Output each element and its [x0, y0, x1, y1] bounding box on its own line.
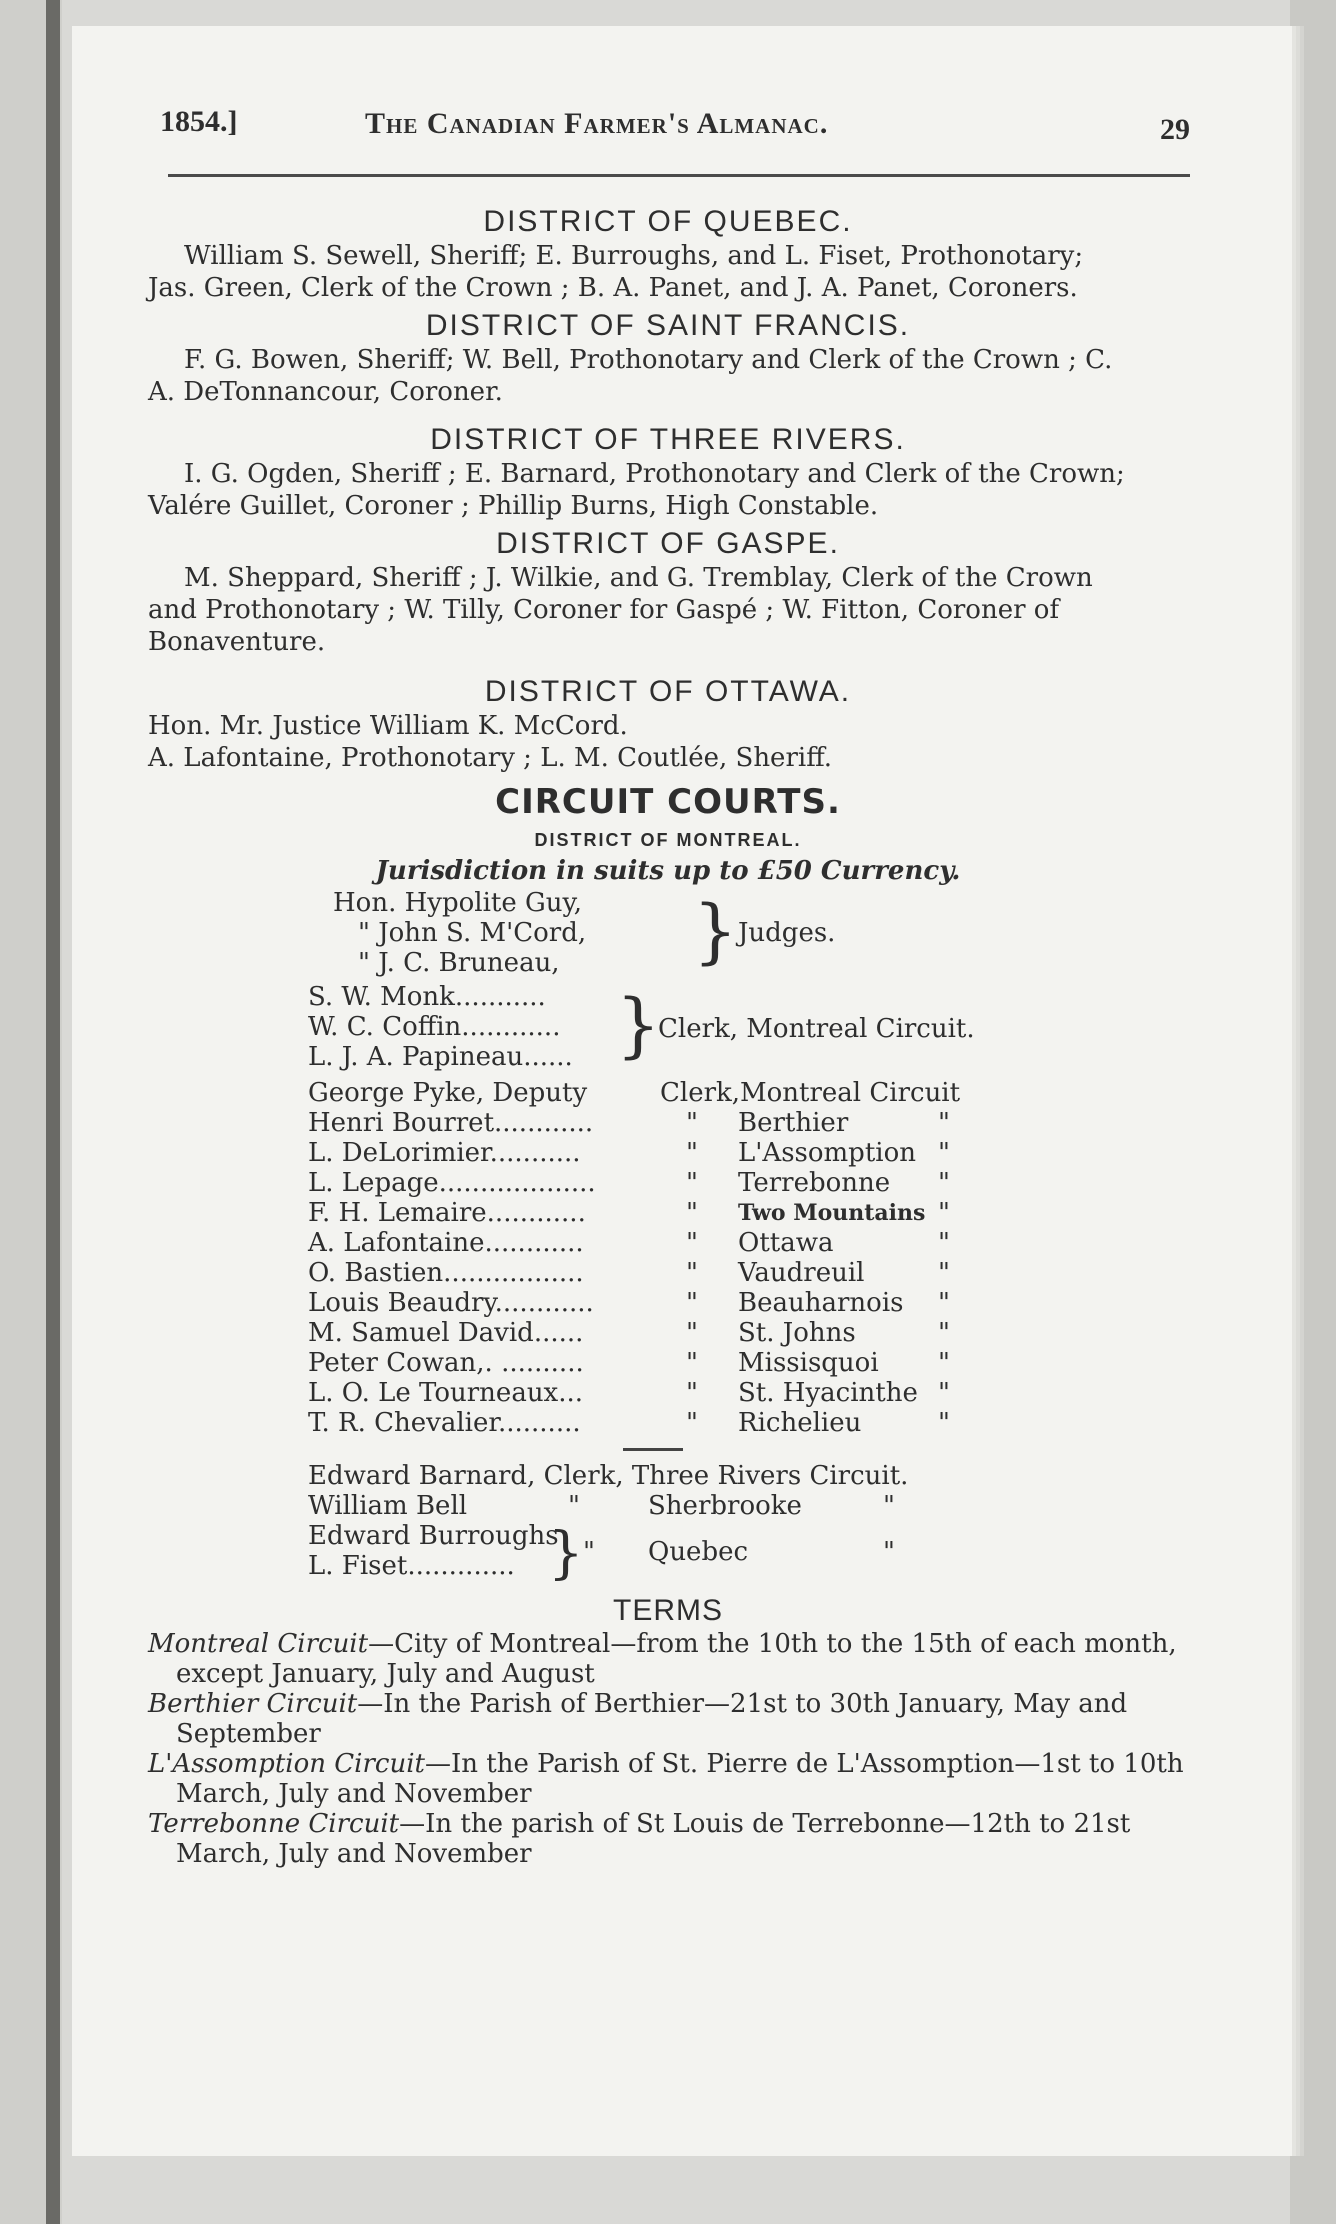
term-text: —In the Parish of Berthier—21st to 30th January, May and September: [176, 1689, 1128, 1749]
judge-name: " John S. M'Cord,: [358, 918, 587, 948]
ditto-mark: ": [686, 1198, 698, 1228]
ditto-mark: ": [938, 1108, 950, 1138]
ditto-mark: ": [686, 1288, 698, 1318]
ditto-mark: ": [938, 1288, 950, 1318]
circuit-place: Quebec: [648, 1537, 749, 1567]
ditto-mark: ": [883, 1537, 895, 1567]
ditto-mark: ": [686, 1348, 698, 1378]
district-saint-francis-line: A. DeTonnancour, Coroner.: [148, 377, 503, 407]
circuit-place: Sherbrooke: [648, 1491, 802, 1521]
ditto-mark: ": [686, 1378, 698, 1408]
jurisdiction-line: Jurisdiction in suits up to £50 Currency.: [375, 856, 961, 886]
clerk-name: O. Bastien.................: [308, 1258, 584, 1288]
deputy-name: George Pyke, Deputy: [308, 1078, 588, 1108]
table-row: [148, 1408, 1188, 1438]
scan-binding-shadow: [46, 0, 60, 2224]
clerk-name: S. W. Monk...........: [308, 982, 546, 1012]
terms-title: TERMS: [613, 1594, 723, 1627]
clerk-name: L. DeLorimier...........: [308, 1138, 581, 1168]
ditto-mark: ": [686, 1108, 698, 1138]
judges-label: Judges.: [738, 918, 836, 948]
ditto-mark: ": [583, 1537, 595, 1567]
district-ottawa-line: Hon. Mr. Justice William K. McCord.: [148, 711, 628, 741]
header-title: The Canadian Farmer's Almanac.: [365, 107, 829, 140]
clerk-name: W. C. Coffin............: [308, 1012, 561, 1042]
ditto-mark: ": [686, 1318, 698, 1348]
table-row: [148, 1228, 1188, 1258]
circuit-place: St. Johns: [738, 1318, 856, 1348]
clerks-brace: }: [616, 984, 661, 1066]
term-text: —City of Montreal—from the 10th to the 15th of each month, except January, July and August: [176, 1629, 1177, 1689]
district-gaspe-line: and Prothonotary ; W. Tilly, Coroner for Gaspé ; W. Fitton, Coroner of: [148, 595, 1060, 625]
table-row: [148, 1258, 1188, 1288]
three-rivers-clerk-line: Edward Barnard, Clerk, Three Rivers Circuit.: [308, 1461, 909, 1491]
circuit-district-subtitle: DISTRICT OF MONTREAL.: [534, 830, 802, 850]
ditto-mark: ": [938, 1408, 950, 1438]
table-row: [148, 1198, 1188, 1228]
judge-name: Hon. Hypolite Guy,: [333, 888, 583, 918]
page-number: 29: [1160, 113, 1190, 146]
section-divider: [623, 1448, 683, 1451]
table-row: [148, 1288, 1188, 1318]
term-entry: [148, 1629, 1188, 1689]
circuit-place: Two Mountains: [738, 1200, 926, 1226]
clerk-name: L. Lepage...................: [308, 1168, 596, 1198]
table-row: [148, 1168, 1188, 1198]
circuit-place: Berthier: [738, 1108, 849, 1138]
district-saint-francis-title: DISTRICT OF SAINT FRANCIS.: [425, 309, 911, 342]
ditto-mark: ": [938, 1138, 950, 1168]
clerk-name: A. Lafontaine............: [308, 1228, 584, 1258]
ditto-mark: ": [938, 1378, 950, 1408]
table-row: [148, 1378, 1188, 1408]
table-row: [148, 1108, 1188, 1138]
clerks-label: Clerk, Montreal Circuit.: [658, 1014, 975, 1044]
quebec-clerks-brace: }: [548, 1521, 584, 1586]
clerk-name: T. R. Chevalier..........: [308, 1408, 581, 1438]
circuit-place: Richelieu: [738, 1408, 862, 1438]
clerk-name: M. Samuel David......: [308, 1318, 584, 1348]
district-quebec-line: Jas. Green, Clerk of the Crown ; B. A. Panet, and J. A. Panet, Coroners.: [148, 273, 1078, 303]
ditto-mark: ": [938, 1348, 950, 1378]
term-text: —In the parish of St Louis de Terrebonne—12th to 21st March, July and November: [176, 1809, 1131, 1869]
ditto-mark: ": [938, 1228, 950, 1258]
term-text: —In the Parish of St. Pierre de L'Assomption—1st to 10th March, July and November: [176, 1749, 1184, 1809]
term-circuit-name: Berthier Circuit: [148, 1689, 358, 1719]
judges-block: [148, 888, 1188, 978]
circuit-place: Missisquoi: [738, 1348, 879, 1378]
term-circuit-name: Montreal Circuit: [148, 1629, 369, 1659]
ditto-mark: ": [883, 1491, 895, 1521]
district-ottawa-line: A. Lafontaine, Prothonotary ; L. M. Coutlée, Sheriff.: [148, 743, 832, 773]
clerk-name: F. H. Lemaire............: [308, 1198, 586, 1228]
circuit-place: Ottawa: [738, 1228, 834, 1258]
table-row: [148, 1348, 1188, 1378]
circuit-place: Beauharnois: [738, 1288, 904, 1318]
ditto-mark: ": [686, 1168, 698, 1198]
circuit-place: L'Assomption: [738, 1138, 916, 1168]
ditto-mark: ": [938, 1198, 950, 1228]
ditto-mark: ": [938, 1258, 950, 1288]
header-rule: [168, 174, 1190, 177]
district-three-rivers-title: DISTRICT OF THREE RIVERS.: [430, 423, 906, 456]
district-three-rivers-line: I. G. Ogden, Sheriff ; E. Barnard, Prothonotary and Clerk of the Crown;: [184, 459, 1125, 489]
term-entry: [148, 1689, 1188, 1749]
district-gaspe-title: DISTRICT OF GASPE.: [496, 527, 840, 560]
clerk-name: L. Fiset.............: [308, 1551, 515, 1581]
clerks-block: [148, 982, 1188, 1072]
other-circuits-table: [148, 1461, 1188, 1586]
judge-name: " J. C. Bruneau,: [358, 948, 560, 978]
terms-list: [148, 1629, 1188, 1869]
circuit-place: St. Hyacinthe: [738, 1378, 918, 1408]
page-content: [148, 200, 1188, 1869]
table-row: [148, 1318, 1188, 1348]
district-gaspe-line: M. Sheppard, Sheriff ; J. Wilkie, and G. Tremblay, Clerk of the Crown: [184, 563, 1093, 593]
scan-right-margin: [1290, 0, 1336, 2224]
ditto-mark: ": [686, 1258, 698, 1288]
running-header: [160, 105, 1190, 165]
clerk-name: L. J. A. Papineau......: [308, 1042, 573, 1072]
clerk-name: Louis Beaudry............: [308, 1288, 594, 1318]
judges-brace: }: [693, 890, 738, 972]
ditto-mark: ": [938, 1168, 950, 1198]
clerk-name: Peter Cowan,. ..........: [308, 1348, 584, 1378]
clerk-name: L. O. Le Tourneaux...: [308, 1378, 584, 1408]
term-circuit-name: L'Assomption Circuit: [148, 1749, 425, 1779]
header-year: 1854.]: [160, 105, 238, 138]
district-saint-francis-line: F. G. Bowen, Sheriff; W. Bell, Prothonotary and Clerk of the Crown ; C.: [184, 345, 1113, 375]
district-ottawa-title: DISTRICT OF OTTAWA.: [484, 675, 852, 708]
term-entry: [148, 1809, 1188, 1869]
term-entry: [148, 1749, 1188, 1809]
ditto-mark: ": [686, 1408, 698, 1438]
deputy-place: Montreal Circuit: [740, 1078, 961, 1108]
district-quebec-line: William S. Sewell, Sheriff; E. Burroughs, and L. Fiset, Prothonotary;: [184, 241, 1084, 271]
circuit-place: Terrebonne: [738, 1168, 891, 1198]
district-three-rivers-line: Valére Guillet, Coroner ; Phillip Burns, High Constable.: [148, 491, 879, 521]
ditto-mark: ": [686, 1138, 698, 1168]
table-row: [148, 1138, 1188, 1168]
clerk-name: Henri Bourret............: [308, 1108, 594, 1138]
ditto-mark: ": [568, 1491, 580, 1521]
district-quebec-title: DISTRICT OF QUEBEC.: [483, 205, 853, 238]
circuit-courts-title: CIRCUIT COURTS.: [495, 782, 841, 822]
ditto-mark: ": [938, 1318, 950, 1348]
district-gaspe-line: Bonaventure.: [148, 627, 326, 657]
circuit-place: Vaudreuil: [738, 1258, 865, 1288]
clerk-name: Edward Burroughs: [308, 1521, 559, 1551]
table-row: [148, 1491, 1188, 1521]
clerk-name: William Bell: [308, 1491, 468, 1521]
ditto-mark: ": [686, 1228, 698, 1258]
deputy-clerks-table: [148, 1078, 1188, 1438]
term-circuit-name: Terrebonne Circuit: [148, 1809, 400, 1839]
deputy-role: Clerk,: [660, 1078, 741, 1108]
